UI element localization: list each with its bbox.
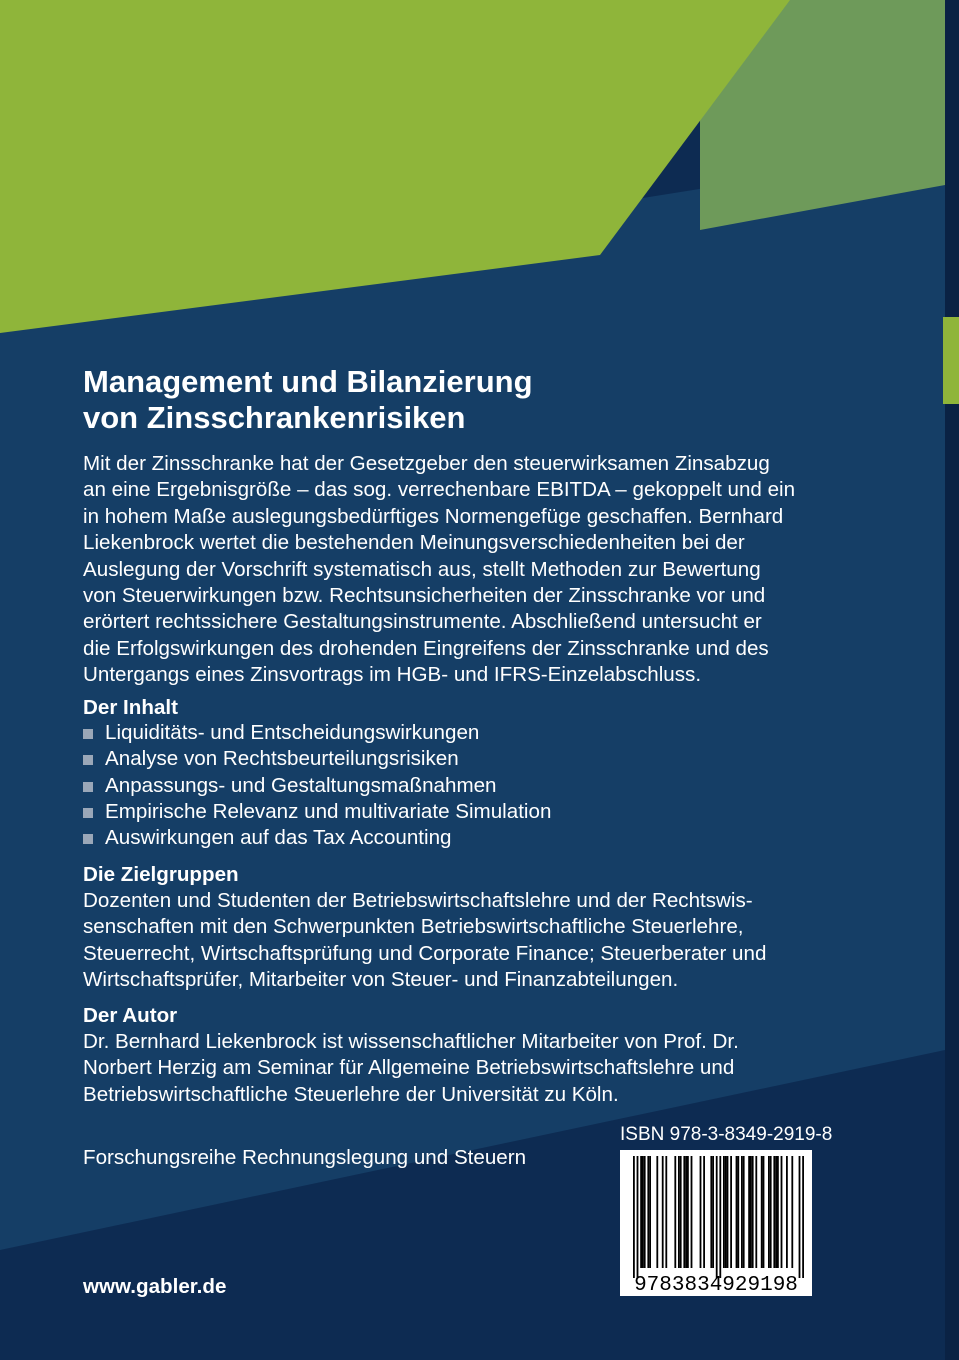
barcode-bar [687,1156,689,1268]
barcode-graphic [620,1150,812,1296]
square-bullet-icon [83,808,93,818]
barcode-bar [703,1156,705,1268]
intro-line: von Steuerwirkungen bzw. Rechtsunsicherheiten der Zinsschranke vor und [83,584,766,608]
barcode-bar [802,1156,804,1278]
intro-line: Mit der Zinsschranke hat der Gesetzgeber den steuerwirksamen Zinsabzug [83,452,770,475]
zielgruppen-line: Steuerrecht, Wirtschaftsprüfung und Corporate Finance; Steuerberater und [83,941,767,965]
barcode-bar [752,1156,754,1268]
barcode-bar [755,1156,757,1268]
barcode-bar [640,1156,642,1268]
intro-line: Liekenbrock wertet die bestehenden Meinungsverschiedenheiten bei der [83,531,745,555]
barcode-bar [644,1156,646,1268]
barcode-bar [781,1156,783,1268]
barcode-bar [665,1156,667,1268]
barcode-bar [777,1156,779,1268]
barcode-bar [662,1156,664,1268]
barcode-bar [680,1156,682,1268]
title-line: Management und Bilanzierung [83,364,533,399]
barcode-bar [723,1156,725,1268]
title-line: von Zinsschrankenrisiken [83,400,466,435]
barcode-bar [685,1156,687,1268]
intro-line: Auslegung der Vorschrift systematisch aus, stellt Methoden zur Bewertung [83,557,761,581]
barcode-bar [768,1156,770,1268]
intro-paragraph [83,451,913,689]
zielgruppen-line: Wirtschaftsprüfer, Mitarbeiter von Steuer- und Finanzabteilungen. [83,968,679,992]
barcode-bar [678,1156,680,1268]
barcode-bar [791,1156,793,1268]
autor-line: Betriebswirtschaftliche Steuerlehre der Universität zu Köln. [83,1082,619,1106]
autor-line: Dr. Bernhard Liekenbrock ist wissenschaftlicher Mitarbeiter von Prof. Dr. [83,1030,739,1053]
square-bullet-icon [83,729,93,739]
barcode-bar [719,1156,721,1278]
isbn-label: ISBN 978-3-8349-2919-8 [620,1124,833,1145]
square-bullet-icon [83,782,93,792]
barcode-bar [736,1156,738,1268]
intro-line: an eine Ergebnisgröße – das sog. verrechenbare EBITDA – gekoppelt und ein [83,478,796,502]
intro-line: in hohem Maße auslegungsbedürftiges Normengefüge geschaffen. Bernhard [83,504,784,528]
series-name: Forschungsreihe Rechnungslegung und Steuern [83,1146,527,1169]
barcode-bar [763,1156,765,1268]
square-bullet-icon [83,834,93,844]
barcode-bar [775,1156,777,1268]
barcode-bar [743,1156,745,1268]
barcode-bar [748,1156,750,1268]
barcode-bar [761,1156,763,1268]
barcode-bar [700,1156,702,1268]
zielgruppen-paragraph [83,888,913,994]
intro-line: erörtert rechtssichere Gestaltungsinstrumente. Abschließend untersucht er [83,610,762,634]
barcode-bar [712,1156,714,1268]
isbn-barcode [620,1150,812,1296]
barcode-bar [725,1156,727,1268]
barcode-bar [656,1156,658,1268]
autor-paragraph [83,1029,913,1108]
barcode-bar [750,1156,752,1268]
intro-line: die Erfolgswirkungen des drohenden Eingreifens der Zinsschranke und des [83,636,769,660]
barcode-bar [710,1156,712,1268]
barcode-bar [647,1156,649,1268]
barcode-bar [737,1156,739,1268]
barcode-bar [773,1156,775,1268]
barcode-bar [741,1156,743,1268]
barcode-bar [642,1156,644,1268]
barcode-bar [727,1156,729,1268]
barcode-bar [649,1156,651,1268]
zielgruppen-heading: Die Zielgruppen [83,863,239,886]
barcode-digits: 9783834929198 [634,1274,798,1296]
barcode-bar [799,1156,801,1278]
right-edge-strip [945,0,959,1360]
book-title [83,364,883,436]
barcode-bars [633,1156,804,1278]
zielgruppen-line: Dozenten und Studenten der Betriebswirtschaftslehre und der Rechtswis- [83,889,753,912]
barcode-bar [730,1156,732,1268]
barcode-bar [716,1156,718,1278]
website-link[interactable]: www.gabler.de [83,1275,227,1298]
barcode-bar [691,1156,693,1268]
inhalt-heading: Der Inhalt [83,696,178,719]
barcode-bar [683,1156,685,1268]
green-edge-tab [943,317,959,404]
intro-line: Untergangs eines Zinsvortrags im HGB- und IFRS-Einzelabschluss. [83,663,702,687]
barcode-bar [770,1156,772,1268]
zielgruppen-line: senschaften mit den Schwerpunkten Betriebswirtschaftliche Steuerlehre, [83,915,744,939]
barcode-bar [786,1156,788,1268]
barcode-bar [633,1156,635,1278]
autor-line: Norbert Herzig am Seminar für Allgemeine Betriebswirtschaftslehre und [83,1056,735,1080]
autor-heading: Der Autor [83,1004,178,1027]
barcode-bar [674,1156,676,1268]
barcode-bar [637,1156,639,1278]
square-bullet-icon [83,755,93,765]
